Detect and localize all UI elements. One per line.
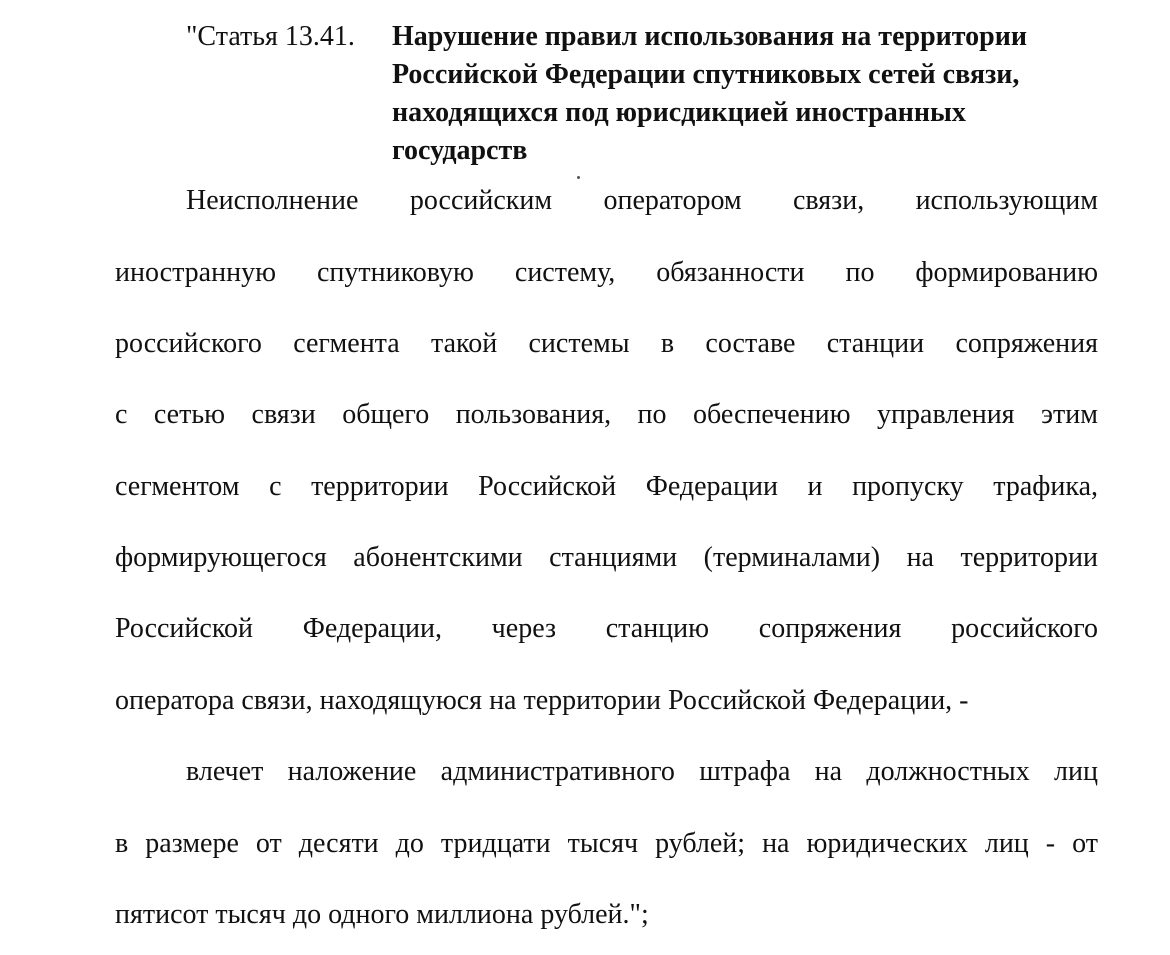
body-line: пятисот тысяч до одного миллиона рублей.";: [115, 899, 649, 930]
article-title-line: государств: [392, 135, 528, 166]
body-line: Неисполнение российским оператором связи, использующим: [186, 185, 1098, 216]
article-title-line: Российской Федерации спутниковых сетей связи,: [392, 59, 1020, 90]
body-line: сегментом с территории Российской Федерации и пропуску трафика,: [115, 471, 1098, 502]
article-title-line: Нарушение правил использования на территории: [392, 21, 1027, 52]
article-number: "Статья 13.41.: [186, 21, 355, 52]
body-line: оператора связи, находящуюся на территории Российской Федерации, -: [115, 685, 969, 716]
body-line: влечет наложение административного штрафа на должностных лиц: [186, 756, 1098, 787]
body-line: в размере от десяти до тридцати тысяч рублей; на юридических лиц - от: [115, 828, 1098, 859]
article-heading: [186, 18, 1126, 170]
scan-speck: [577, 176, 580, 179]
article-title-line: находящихся под юрисдикцией иностранных: [392, 97, 966, 128]
article-title: [392, 18, 1112, 170]
body-line: с сетью связи общего пользования, по обеспечению управления этим: [115, 399, 1098, 430]
body-line: формирующегося абонентскими станциями (терминалами) на территории: [115, 542, 1098, 573]
body-line: российского сегмента такой системы в составе станции сопряжения: [115, 328, 1098, 359]
body-line: иностранную спутниковую систему, обязанности по формированию: [115, 257, 1098, 288]
body-line: Российской Федерации, через станцию сопряжения российского: [115, 613, 1098, 644]
